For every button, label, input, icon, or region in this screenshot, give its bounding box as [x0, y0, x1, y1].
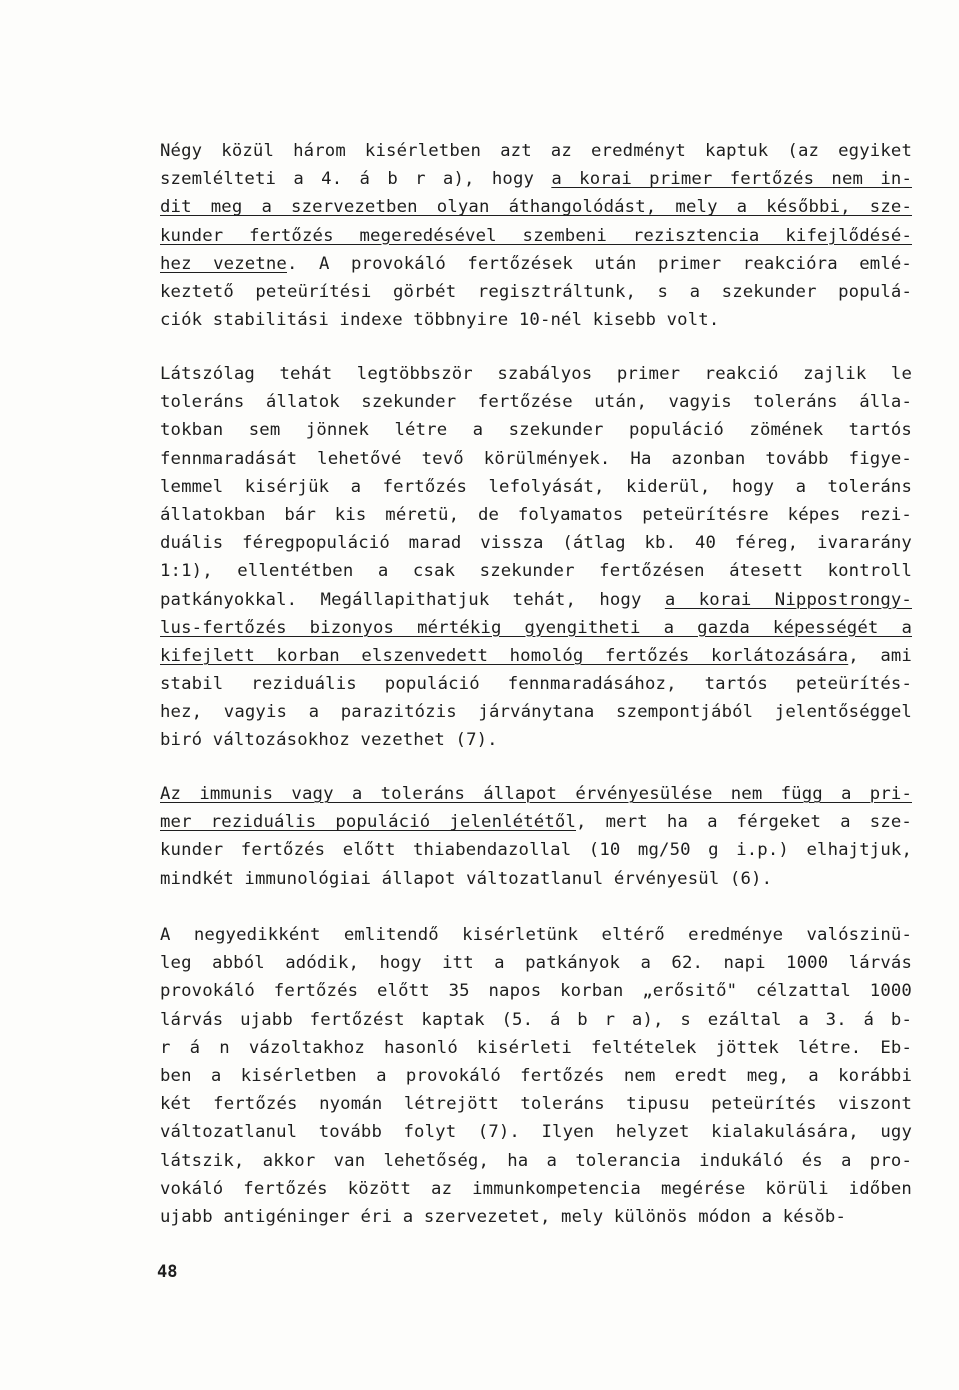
text-span: , ami: [848, 645, 912, 666]
text-line: [160, 726, 912, 754]
paragraph-4: [160, 921, 912, 1231]
text-line: [160, 949, 912, 977]
text-span: látszik, akkor van lehetőség, ha a tolerancia indukáló és a pro-: [160, 1150, 912, 1171]
text-line: [160, 1090, 912, 1118]
text-line: [160, 780, 912, 808]
text-line: [160, 1034, 912, 1062]
text-line: [160, 278, 912, 306]
text-line: [160, 137, 912, 165]
text-span: leg abból adódik, hogy itt a patkányok a 62. napi 1000 lárvás: [160, 953, 912, 974]
text-span: lárvás ujabb fertőzést kaptak (5. á b r a), s ezáltal a 3. á b-: [160, 1009, 912, 1030]
paragraph-2: [160, 360, 912, 755]
text-line: [160, 557, 912, 585]
text-line: [160, 586, 912, 614]
text-line: [160, 1147, 912, 1175]
text-line: [160, 1175, 912, 1203]
text-span: biró változásokhoz vezethet (7).: [160, 730, 498, 751]
text-span: állatokban bár kis méretü, de folyamatos peteürítésre képes rezi-: [160, 504, 912, 525]
text-span: ciók stabilitási indexe többnyire 10-nél kisebb volt.: [160, 310, 720, 331]
text-line: [160, 1006, 912, 1034]
text-span: mindkét immunológiai állapot változatlanul érvényesül (6).: [160, 868, 773, 889]
text-line: [160, 614, 912, 642]
text-line: [160, 388, 912, 416]
text-line: [160, 642, 912, 670]
text-line: [160, 808, 912, 836]
text-span: tokban sem jönnek létre a szekunder populáció zömének tartós: [160, 420, 912, 441]
text-span: toleráns állatok szekunder fertőzése után, vagyis toleráns álla-: [160, 392, 912, 413]
text-line: [160, 360, 912, 388]
underlined-text: dit meg a szervezetben olyan áthangolódást, mely a későbbi, sze-: [160, 197, 912, 218]
text-span: ujabb antigéninger éri a szervezetet, mely különös módon a késŏb-: [160, 1206, 847, 1227]
text-span: patkányokkal. Megállapithatjuk tehát, hogy: [160, 589, 665, 610]
text-line: [160, 416, 912, 444]
text-span: 1:1), ellentétben a csak szekunder fertőzésen átesett kontroll: [160, 561, 912, 582]
underlined-text: kifejlett korban elszenvedett homológ fertőzés korlátozására: [160, 645, 849, 666]
paragraph-3: [160, 780, 912, 893]
text-line: [160, 250, 912, 278]
text-span: lemmel kisérjük a fertőzés lefolyását, kiderül, hogy a toleráns: [160, 476, 912, 497]
text-span: szemlélteti a 4. á b r a), hogy: [160, 169, 552, 190]
text-span: Négy közül három kisérletben azt az eredményt kaptuk (az egyiket: [160, 141, 912, 161]
text-line: [160, 836, 912, 864]
text-line: [160, 670, 912, 698]
text-line: [160, 501, 912, 529]
underlined-text: hez vezetne: [160, 253, 287, 274]
text-line: [160, 222, 912, 250]
text-span: kunder fertőzés előtt thiabendazollal (10 mg/50 g i.p.) elhajtjuk,: [160, 840, 912, 861]
page-number: 48: [157, 1262, 178, 1282]
text-span: ben a kisérletben a provokáló fertőzés nem eredt meg, a korábbi: [160, 1065, 912, 1086]
text-span: r á n vázoltakhoz hasonló kisérleti feltételek jöttek létre. Eb-: [160, 1037, 912, 1058]
text-line: [160, 473, 912, 501]
text-span: duális féregpopuláció marad vissza (átlag kb. 40 féreg, ivararány: [160, 533, 912, 554]
underlined-text: a korai primer fertőzés nem in-: [551, 169, 912, 190]
text-line: [160, 445, 912, 473]
text-span: fennmaradását lehetővé tevő körülmények. Ha azonban tovább figye-: [160, 448, 912, 469]
text-line: [160, 865, 912, 893]
underlined-text: a korai Nippostrongy-: [664, 589, 912, 610]
text-span: . A provokáló fertőzések után primer reakcióra emlé-: [286, 253, 912, 274]
text-span: változatlanul tovább folyt (7). Ilyen helyzet kialakulására, ugy: [160, 1122, 912, 1143]
text-line: [160, 306, 912, 334]
text-line: [160, 977, 912, 1005]
underlined-text: lus-fertőzés bizonyos mértékig gyengitheti a gazda képességét a: [160, 617, 912, 638]
text-span: A negyedikként emlitendő kisérletünk eltérő eredménye valószinü-: [160, 925, 912, 945]
text-span: provokáló fertőzés előtt 35 napos korban „erősitő" célzattal 1000: [160, 981, 912, 1002]
text-span: keztető peteürítési görbét regisztráltunk, s a szekunder populá-: [160, 281, 912, 302]
text-span: két fertőzés nyomán létrejött toleráns tipusu peteürítés viszont: [160, 1094, 912, 1115]
text-line: [160, 193, 912, 221]
text-line: [160, 698, 912, 726]
text-line: [160, 529, 912, 557]
paragraph-1: [160, 137, 912, 334]
text-span: Látszólag tehát legtöbbször szabályos primer reakció zajlik le: [160, 364, 912, 384]
text-span: hez, vagyis a parazitózis járványtana szempontjából jelentőséggel: [160, 702, 912, 723]
text-line: [160, 1062, 912, 1090]
underlined-text: Az immunis vagy a toleráns állapot érvényesülése nem függ a pri-: [160, 784, 912, 804]
text-line: [160, 921, 912, 949]
text-span: , mert ha a férgeket a sze-: [576, 812, 912, 833]
text-line: [160, 1118, 912, 1146]
underlined-text: kunder fertőzés megeredésével szembeni rezisztencia kifejlődésé-: [160, 225, 912, 246]
text-span: stabil reziduális populáció fennmaradásához, tartós peteürítés-: [160, 674, 912, 695]
text-span: vokáló fertőzés között az immunkompetencia megérése körüli időben: [160, 1178, 912, 1199]
text-line: [160, 165, 912, 193]
underlined-text: mer reziduális populáció jelenlététől: [160, 812, 577, 833]
text-line: [160, 1203, 912, 1231]
